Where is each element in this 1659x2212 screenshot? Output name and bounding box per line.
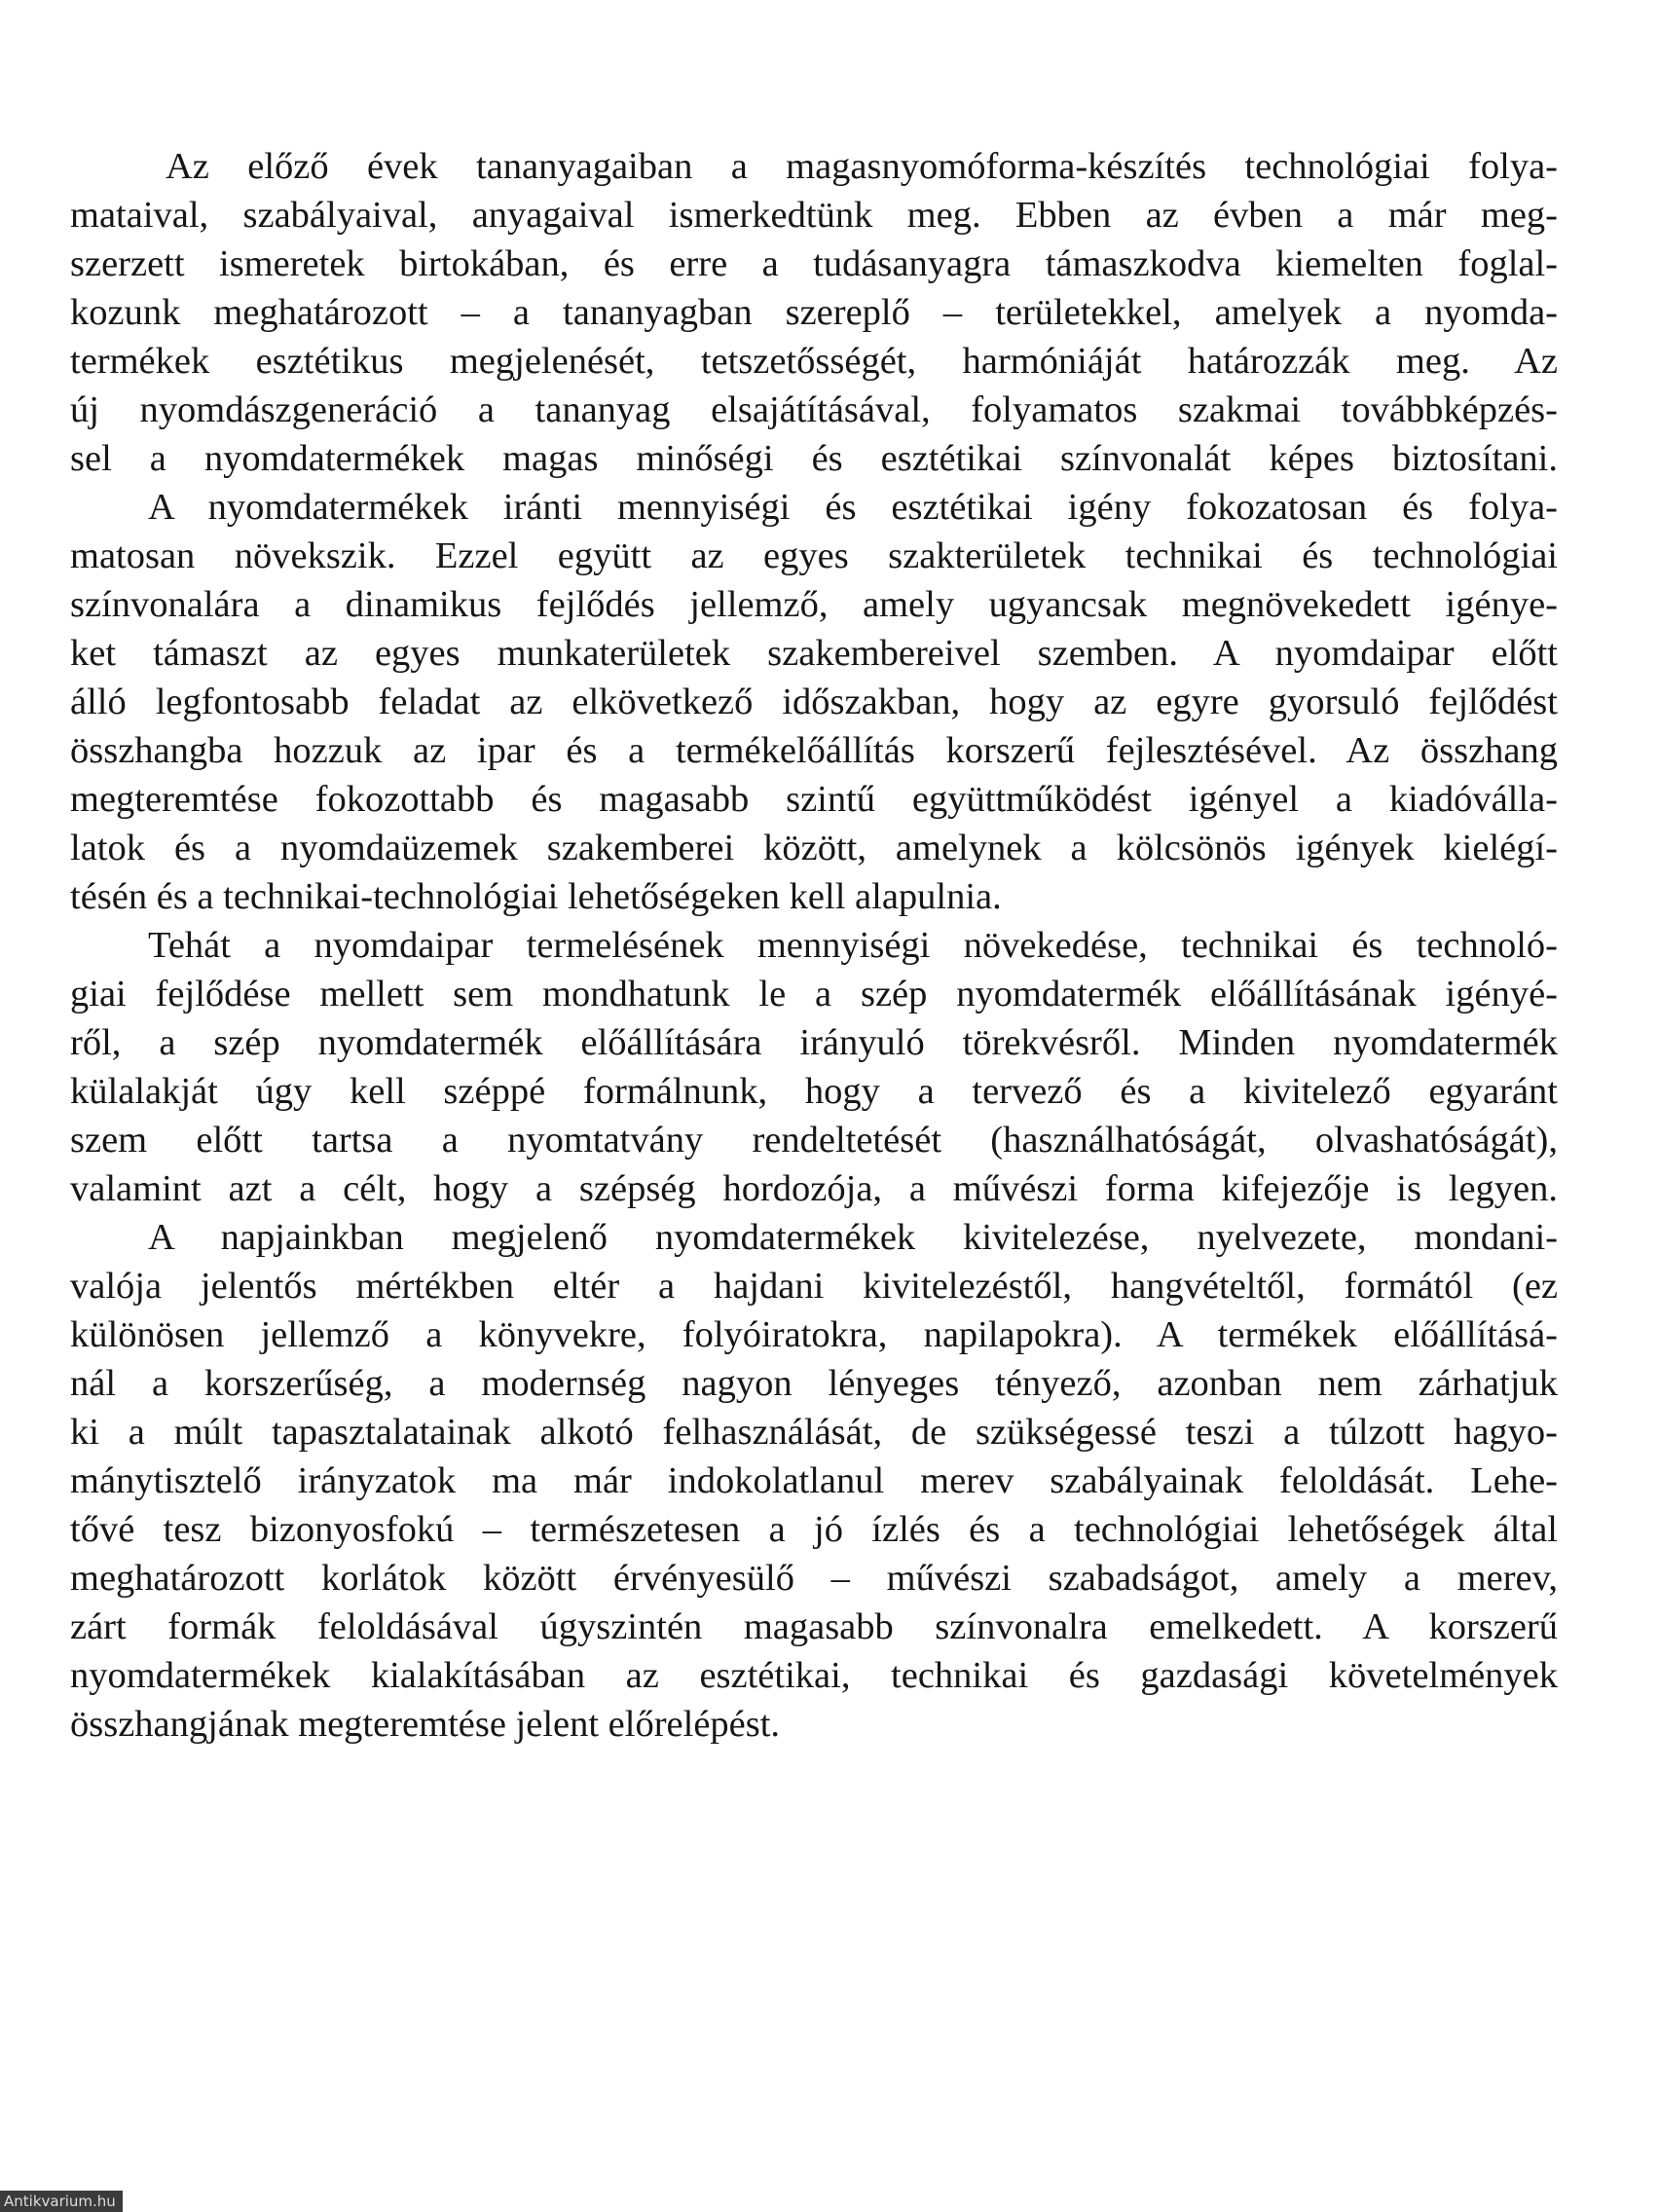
text-line: mánytisztelő irányzatok ma már indokolatlanul merev szabályainak feloldását. Lehe- <box>70 1460 1558 1501</box>
text-line: különösen jellemző a könyvekre, folyóiratokra, napilapokra). A termékek előállításá- <box>70 1314 1558 1355</box>
text-line: új nyomdászgeneráció a tananyag elsajátításával, folyamatos szakmai továbbképzés- <box>70 389 1558 430</box>
text-line: színvonalára a dinamikus fejlődés jellemző, amely ugyancsak megnövekedett igénye- <box>70 584 1558 625</box>
text-line: valamint azt a célt, hogy a szépség hordozója, a művészi forma kifejezője is legyen. <box>70 1168 1558 1209</box>
text-line: A nyomdatermékek iránti mennyiségi és esztétikai igény fokozatosan és folya- <box>148 487 1558 528</box>
text-line: nál a korszerűség, a modernség nagyon lényeges tényező, azonban nem zárhatjuk <box>70 1363 1558 1404</box>
text-line: megteremtése fokozottabb és magasabb szintű együttműködést igényel a kiadóválla- <box>70 779 1558 820</box>
text-line: matosan növekszik. Ezzel együtt az egyes szakterületek technikai és technológiai <box>70 535 1558 576</box>
text-line: ket támaszt az egyes munkaterületek szakembereivel szemben. A nyomdaipar előtt <box>70 633 1558 674</box>
text-line: összhangjának megteremtése jelent előrelépést. <box>70 1704 781 1745</box>
text-line: A napjainkban megjelenő nyomdatermékek kivitelezése, nyelvezete, mondani- <box>148 1217 1558 1258</box>
text-line: Tehát a nyomdaipar termelésének mennyiségi növekedése, technikai és technoló- <box>148 925 1558 966</box>
text-line: szem előtt tartsa a nyomtatvány rendeltetését (használhatóságát, olvashatóságát), <box>70 1120 1558 1161</box>
text-line: latok és a nyomdaüzemek szakemberei között, amelynek a kölcsönös igények kielégí- <box>70 828 1558 868</box>
text-line: ki a múlt tapasztalatainak alkotó felhasználását, de szükségessé teszi a túlzott hagyo- <box>70 1412 1558 1453</box>
text-line: Az előző évek tananyagaiban a magasnyomóforma-készítés technológiai folya- <box>166 146 1558 187</box>
text-line: termékek esztétikus megjelenését, tetszetősségét, harmóniáját határozzák meg. Az <box>70 341 1558 382</box>
text-line: sel a nyomdatermékek magas minőségi és esztétikai színvonalát képes biztosítani. <box>70 438 1558 479</box>
text-line: kozunk meghatározott – a tananyagban szereplő – területekkel, amelyek a nyomda- <box>70 292 1558 333</box>
text-line: giai fejlődése mellett sem mondhatunk le a szép nyomdatermék előállításának igényé- <box>70 974 1558 1014</box>
text-line: tésén és a technikai-technológiai lehetőségeken kell alapulnia. <box>70 876 1002 917</box>
text-line: zárt formák feloldásával úgyszintén magasabb színvonalra emelkedett. A korszerű <box>70 1606 1558 1647</box>
text-line: tővé tesz bizonyosfokú – természetesen a jó ízlés és a technológiai lehetőségek által <box>70 1509 1558 1550</box>
text-line: nyomdatermékek kialakításában az esztétikai, technikai és gazdasági követelmények <box>70 1655 1558 1696</box>
text-line: mataival, szabályaival, anyagaival ismerkedtünk meg. Ebben az évben a már meg- <box>70 195 1558 236</box>
text-line: álló legfontosabb feladat az elkövetkező időszakban, hogy az egyre gyorsuló fejlődést <box>70 682 1558 722</box>
body-text <box>70 142 1558 1749</box>
watermark: Antikvarium.hu <box>0 2191 123 2212</box>
text-line: meghatározott korlátok között érvényesülő – művészi szabadságot, amely a merev, <box>70 1558 1558 1599</box>
text-line: külalakját úgy kell széppé formálnunk, hogy a tervező és a kivitelező egyaránt <box>70 1071 1558 1112</box>
text-line: összhangba hozzuk az ipar és a termékelőállítás korszerű fejlesztésével. Az összhang <box>70 730 1558 771</box>
text-line: ről, a szép nyomdatermék előállítására irányuló törekvésről. Minden nyomdatermék <box>70 1022 1558 1063</box>
text-line: szerzett ismeretek birtokában, és erre a tudásanyagra támaszkodva kiemelten foglal- <box>70 243 1558 284</box>
text-line: valója jelentős mértékben eltér a hajdani kivitelezéstől, hangvételtől, formától (ez <box>70 1266 1558 1307</box>
